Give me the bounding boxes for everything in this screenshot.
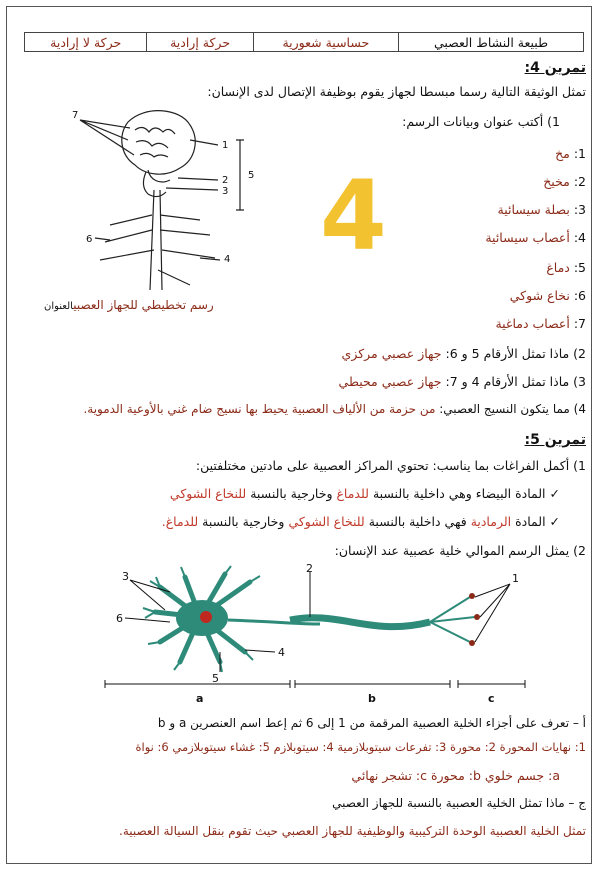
ex5-qa: أ – تعرف على أجزاء الخلية العصبية المرقمة من 1 إلى 6 ثم إعط اسم العنصرين a و b: [157, 716, 586, 730]
neuron-label-2: 2: [306, 562, 313, 575]
diagram-label-2: 2: [222, 175, 229, 186]
ex5-title: تمرين 5:: [524, 432, 586, 448]
neuron-label-3: 3: [122, 570, 129, 583]
activity-table: [24, 32, 584, 52]
ex4-q3: 3) ماذا تمثل الأرقام 4 و 7: جهاز عصبي محيطي: [338, 374, 586, 389]
ex5-q2: 2) يمثل الرسم الموالي خلية عصبية عند الإنسان:: [334, 543, 586, 558]
neuron-label-1: 1: [512, 572, 519, 585]
ex5-qc: ج – ماذا تمثل الخلية العصبية بالنسبة للجهاز العصبي: [332, 796, 586, 810]
segment-a: a: [196, 692, 204, 705]
ex4-item-7: 7: أعصاب دماغية: [495, 316, 586, 331]
segment-b: b: [368, 692, 376, 705]
ex4-item-3: 3: بصلة سيسائية: [497, 202, 586, 217]
big-number-four: 4: [320, 160, 387, 272]
ex4-q4: 4) مما يتكون النسيج العصبي: من حزمة من الألياف العصبية يحيط بها نسيج ضام غني بالأوعية الدموية.: [83, 402, 586, 416]
ex4-q1: 1) أكتب عنوان وبيانات الرسم:: [402, 114, 560, 129]
segment-c: c: [488, 692, 495, 705]
ex4-intro: تمثل الوثيقة التالية رسما مبسطا لجهاز يقوم بوظيفة الإتصال لدى الإنسان:: [207, 84, 586, 99]
ex5-q1: 1) أكمل الفراغات بما يناسب: تحتوي المراكز العصبية على مادتين مختلفتين:: [195, 458, 586, 473]
ex4-item-2: 2: مخيخ: [543, 174, 586, 189]
diagram-label-5: 5: [248, 170, 255, 181]
neuron-label-5: 5: [212, 672, 219, 685]
diagram-label-6: 6: [86, 234, 93, 245]
ex5-bullet-2: ✓ المادة الرمادية فهي داخلية بالنسبة للنخاع الشوكي وخارجية بالنسبة للدماغ.: [161, 514, 560, 529]
diagram-label-7: 7: [72, 110, 79, 121]
ex5-qc-answer: تمثل الخلية العصبية الوحدة التركيبية والوظيفية للجهاز العصبي حيث تقوم بنقل السيالة العصبية.: [119, 824, 586, 838]
diagram-caption: رسم تخطيطي للجهاز العصبيالعنوان: [44, 298, 214, 312]
ex5-ab-answer: a: جسم خلوي b: محورة c: تشجر نهائي: [351, 768, 560, 783]
ex4-title: تمرين 4:: [524, 60, 586, 76]
diagram-label-4: 4: [224, 254, 231, 265]
ex5-bullet-1: ✓ المادة البيضاء وهي داخلية بالنسبة للدماغ وخارجية بالنسبة للنخاع الشوكي: [169, 486, 560, 501]
ex4-item-1: 1: مخ: [555, 146, 586, 161]
activity-header: طبيعة النشاط العصبي: [398, 33, 583, 52]
neuron-label-6: 6: [116, 612, 123, 625]
diagram-label-1: 1: [222, 140, 229, 151]
activity-sensory: حساسية شعورية: [253, 33, 398, 52]
ex4-item-5: 5: دماغ: [546, 260, 586, 275]
ex4-q2: 2) ماذا تمثل الأرقام 5 و 6: جهاز عصبي مركزي: [341, 346, 586, 361]
activity-voluntary: حركة إرادية: [147, 33, 253, 52]
ex4-item-4: 4: أعصاب سيسائية: [485, 230, 586, 245]
ex4-item-6: 6: نخاع شوكي: [509, 288, 586, 303]
activity-involuntary: حركة لا إرادية: [25, 33, 147, 52]
neuron-diagram: [100, 562, 540, 712]
nervous-system-diagram: [50, 100, 270, 300]
ex5-parts-answer: 1: نهايات المحورة 2: محورة 3: تفرعات سيتوبلازمية 4: سيتوبلازم 5: غشاء سيتوبلازمي 6: نواة: [135, 740, 586, 754]
diagram-label-3: 3: [222, 186, 229, 197]
neuron-label-4: 4: [278, 646, 285, 659]
